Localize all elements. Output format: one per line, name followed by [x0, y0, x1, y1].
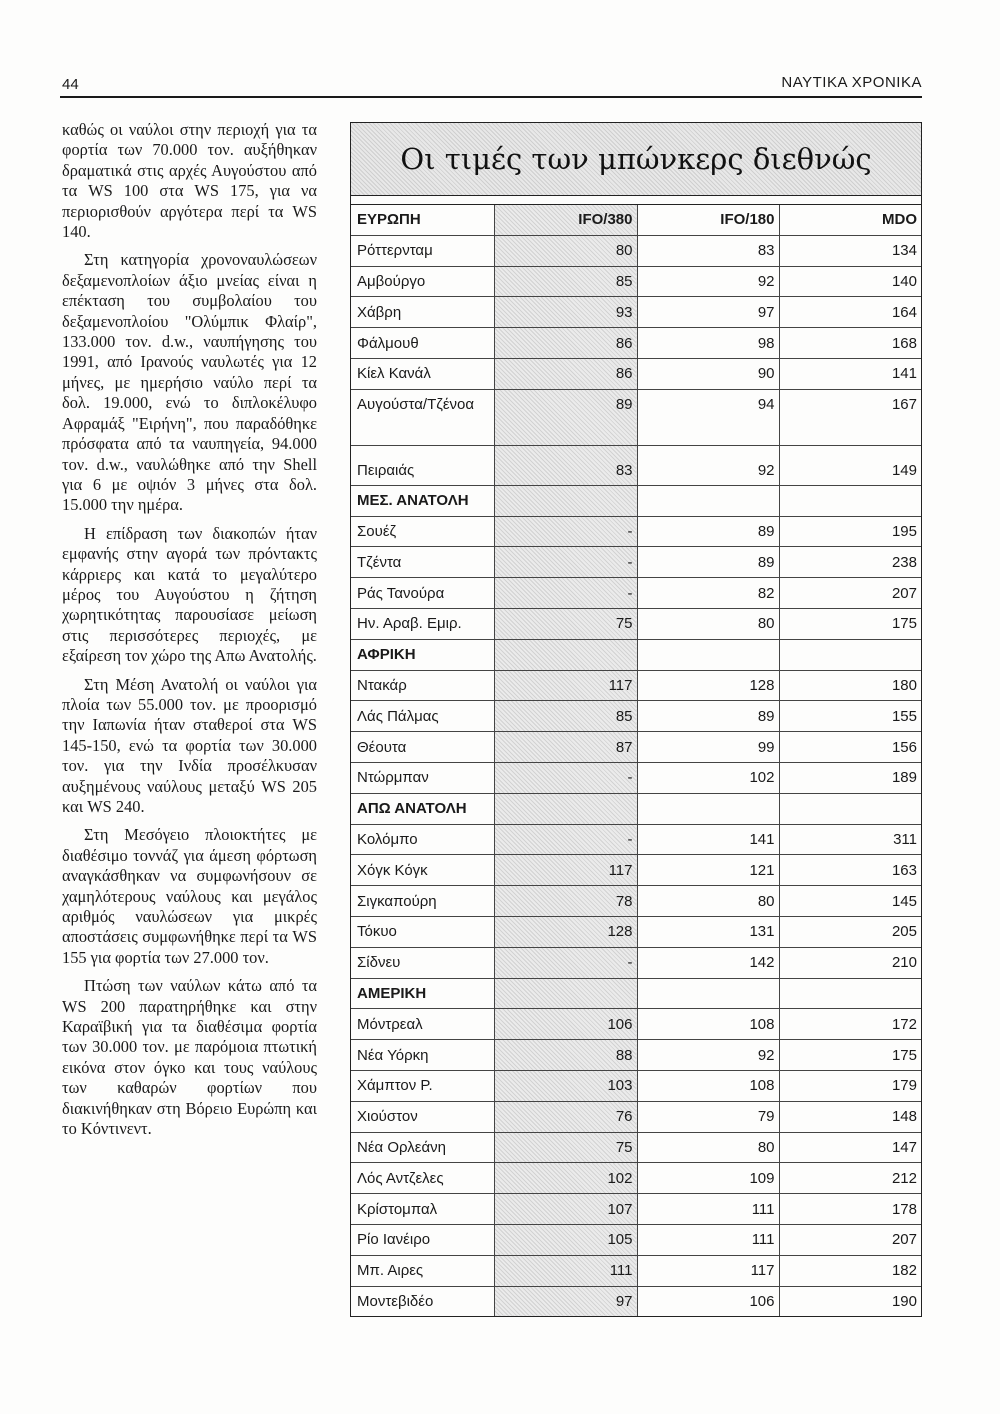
- table-row: [351, 1009, 921, 1040]
- ifo380-cell: 103: [494, 1070, 637, 1101]
- article-paragraph: Στη Μέση Ανατολή οι ναύλοι για πλοία των 55.000 τον. με προορισμό την Ιαπωνία ήταν σταθεροί στα WS 145-150, ενώ τα φορτία των 30.000 τον. για την Ινδία προσέλκυσαν αυξημένους ναύλους μεταξύ WS 205 και WS 240.: [62, 674, 317, 816]
- mdo-cell: 148: [779, 1101, 921, 1132]
- port-name-cell: Κρίστομπαλ: [351, 1194, 494, 1225]
- mdo-cell: 163: [779, 855, 921, 886]
- ifo180-cell: 80: [637, 886, 779, 917]
- port-name-cell: Χιούστον: [351, 1101, 494, 1132]
- ifo180-cell: 90: [637, 358, 779, 389]
- mdo-cell: 205: [779, 916, 921, 947]
- mdo-cell: 207: [779, 1224, 921, 1255]
- mdo-cell: 156: [779, 732, 921, 763]
- port-name-cell: Πειραιάς: [351, 445, 494, 485]
- empty-cell: [637, 978, 779, 1009]
- mdo-cell: 207: [779, 578, 921, 609]
- ifo180-cell: 109: [637, 1163, 779, 1194]
- column-header-ifo380: IFO/380: [494, 205, 637, 235]
- table-row: [351, 297, 921, 328]
- ifo380-cell: -: [494, 578, 637, 609]
- ifo380-cell: 76: [494, 1101, 637, 1132]
- table-row: [351, 1101, 921, 1132]
- ifo180-cell: 102: [637, 762, 779, 793]
- ifo380-cell: 117: [494, 855, 637, 886]
- table-row: [351, 578, 921, 609]
- ifo380-cell: 117: [494, 670, 637, 701]
- table-row: [351, 328, 921, 359]
- bunker-prices-table: [351, 205, 921, 1316]
- mdo-cell: 179: [779, 1070, 921, 1101]
- table-row: [351, 445, 921, 485]
- ifo180-cell: 92: [637, 266, 779, 297]
- table-row: [351, 1040, 921, 1071]
- table-row: [351, 1224, 921, 1255]
- mdo-cell: 172: [779, 1009, 921, 1040]
- ifo180-cell: 108: [637, 1070, 779, 1101]
- empty-cell: [779, 793, 921, 824]
- table-body: [351, 235, 921, 1316]
- table-row: [351, 1163, 921, 1194]
- mdo-cell: 141: [779, 358, 921, 389]
- mdo-cell: 311: [779, 824, 921, 855]
- table-row: [351, 235, 921, 266]
- port-name-cell: Σουέζ: [351, 516, 494, 547]
- ifo380-cell: -: [494, 547, 637, 578]
- ifo180-cell: 141: [637, 824, 779, 855]
- port-name-cell: Νέα Ορλεάνη: [351, 1132, 494, 1163]
- port-name-cell: Ντακάρ: [351, 670, 494, 701]
- table-row: [351, 670, 921, 701]
- ifo380-cell: 87: [494, 732, 637, 763]
- table-header-row: [351, 205, 921, 235]
- section-label: ΜΕΣ. ΑΝΑΤΟΛΗ: [351, 485, 494, 516]
- table-row: [351, 266, 921, 297]
- ifo380-cell: 88: [494, 1040, 637, 1071]
- ifo180-cell: 80: [637, 1132, 779, 1163]
- title-gap: [351, 196, 921, 205]
- ifo180-cell: 79: [637, 1101, 779, 1132]
- table-row: [351, 389, 921, 445]
- port-name-cell: Ντώρμπαν: [351, 762, 494, 793]
- article-paragraph: καθώς οι ναύλοι στην περιοχή για τα φορτία των 70.000 τον. αυξήθηκαν δραματικά στις αρχές Αυγούστου από τα WS 100 στα WS 175, για να περιορισθούν αργότερα περί τα WS 140.: [62, 120, 317, 242]
- ifo380-cell: 111: [494, 1255, 637, 1286]
- ifo180-cell: 142: [637, 947, 779, 978]
- ifo180-cell: 117: [637, 1255, 779, 1286]
- ifo380-cell: 75: [494, 1132, 637, 1163]
- port-name-cell: Χάβρη: [351, 297, 494, 328]
- table-row: [351, 701, 921, 732]
- ifo380-cell: 86: [494, 358, 637, 389]
- ifo180-cell: 92: [637, 445, 779, 485]
- port-name-cell: Θέουτα: [351, 732, 494, 763]
- port-name-cell: Ρίο Ιανέιρο: [351, 1224, 494, 1255]
- port-name-cell: Ην. Αραβ. Εμιρ.: [351, 608, 494, 639]
- mdo-cell: 168: [779, 328, 921, 359]
- mdo-cell: 182: [779, 1255, 921, 1286]
- ifo380-cell: 75: [494, 608, 637, 639]
- ifo180-cell: 121: [637, 855, 779, 886]
- mdo-cell: 155: [779, 701, 921, 732]
- header-rule: [60, 96, 922, 98]
- port-name-cell: Κίελ Κανάλ: [351, 358, 494, 389]
- ifo380-cell: 105: [494, 1224, 637, 1255]
- mdo-cell: 175: [779, 1040, 921, 1071]
- page-number: 44: [62, 76, 79, 93]
- mdo-cell: 238: [779, 547, 921, 578]
- ifo180-cell: 94: [637, 389, 779, 445]
- ifo380-cell: 107: [494, 1194, 637, 1225]
- table-section-row: [351, 793, 921, 824]
- empty-cell: [779, 639, 921, 670]
- port-name-cell: Κολόμπο: [351, 824, 494, 855]
- ifo180-cell: 128: [637, 670, 779, 701]
- table-row: [351, 1070, 921, 1101]
- article-paragraph: Στη Μεσόγειο πλοιοκτήτες με διαθέσιμο τοννάζ για άμεση φόρτωση αναγκάσθηκαν να συμφωνήσουν σε χαμηλότερους ναύλους και μεγάλος αριθμός ναυλώσεων για μικρές αποστάσεις συμφωνήθηκε περί τα WS 155 για φορτία των 27.000 τον.: [62, 825, 317, 967]
- mdo-cell: 164: [779, 297, 921, 328]
- ifo380-cell: 83: [494, 445, 637, 485]
- mdo-cell: 190: [779, 1286, 921, 1316]
- table-row: [351, 516, 921, 547]
- table-row: [351, 824, 921, 855]
- table-row: [351, 1194, 921, 1225]
- ifo180-cell: 111: [637, 1224, 779, 1255]
- port-name-cell: Σιγκαπούρη: [351, 886, 494, 917]
- empty-cell: [637, 639, 779, 670]
- column-header-ifo180: IFO/180: [637, 205, 779, 235]
- ifo380-cell: 80: [494, 235, 637, 266]
- port-name-cell: Σίδνευ: [351, 947, 494, 978]
- ifo180-cell: 89: [637, 516, 779, 547]
- port-name-cell: Λάς Πάλμας: [351, 701, 494, 732]
- port-name-cell: Αυγούστα/Τζένοα: [351, 389, 494, 445]
- port-name-cell: Χόγκ Κόγκ: [351, 855, 494, 886]
- table-title-banner: [351, 123, 921, 196]
- empty-cell: [494, 485, 637, 516]
- ifo380-cell: -: [494, 824, 637, 855]
- table-row: [351, 732, 921, 763]
- table-title: Οι τιμές των μπώνκερς διεθνώς: [400, 142, 872, 176]
- port-name-cell: Μόντρεαλ: [351, 1009, 494, 1040]
- port-name-cell: Μοντεβιδέο: [357, 1292, 434, 1310]
- article-paragraph: Πτώση των ναύλων κάτω από τα WS 200 παρατηρήθηκε και στην Καραϊβική για τα διαθέσιμα φορτία των 30.000 τον. με παρόμοια πτωτική εικόνα στον όγκο και τους ναύλους των καθαρών φορτίων που διακινήθηκαν στη Βόρειο Ευρώπη και το Κόντινεντ.: [62, 976, 317, 1139]
- article-paragraph: Στη κατηγορία χρονοναυλώσεων δεξαμενοπλοίων άξιο μνείας είναι η επέκταση του συμβολαίου του δεξαμενοπλοίου "Ολύμπικ Φλαίρ", 133.000 τον. d.w., ναυπήγησης του 1991, από Ιρανούς ναυλωτές για 12 μήνες, με ημερήσιο ναύλο περί τα δολ. 19.000, ενώ το διπλοκέλυφο Αφραμάξ "Ειρήνη", που παραδόθηκε πρόσφατα από τα ναυπηγεία, 94.000 τον. d.w., ναυλώθηκε από την Shell για 6 με οψιόν 3 μήνες στα δολ. 15.000 την ημέρα.: [62, 250, 317, 515]
- mdo-cell: 149: [779, 445, 921, 485]
- port-name-cell: Αμβούργο: [351, 266, 494, 297]
- table-section-row: [351, 978, 921, 1009]
- ifo180-cell: 106: [637, 1286, 779, 1316]
- mdo-cell: 189: [779, 762, 921, 793]
- table-row: [351, 358, 921, 389]
- table-row: [351, 547, 921, 578]
- port-name-cell: Τόκυο: [351, 916, 494, 947]
- mdo-cell: 140: [779, 266, 921, 297]
- port-name-cell: Λός Αντζελες: [351, 1163, 494, 1194]
- port-name-cell: Ράς Τανούρα: [351, 578, 494, 609]
- ifo380-cell: 128: [494, 916, 637, 947]
- column-header-mdo: MDO: [779, 205, 921, 235]
- mdo-cell: 195: [779, 516, 921, 547]
- ifo380-cell: 93: [494, 297, 637, 328]
- mdo-cell: 178: [779, 1194, 921, 1225]
- empty-cell: [494, 639, 637, 670]
- mdo-cell: 175: [779, 608, 921, 639]
- empty-cell: [637, 485, 779, 516]
- ifo380-cell: 97: [494, 1286, 637, 1316]
- article-column: [62, 120, 317, 1148]
- port-name-cell: Νέα Υόρκη: [351, 1040, 494, 1071]
- mdo-cell: 212: [779, 1163, 921, 1194]
- port-name-cell: Μπ. Αιρες: [351, 1255, 494, 1286]
- ifo180-cell: 98: [637, 328, 779, 359]
- ifo380-cell: -: [494, 516, 637, 547]
- table-row: [351, 1132, 921, 1163]
- ifo380-cell: 86: [494, 328, 637, 359]
- article-paragraph: Η επίδραση των διακοπών ήταν εμφανής στην αγορά των πρόντακτς κάρριερς και κατά το μεγαλύτερο μέρος του Αυγούστου η ζήτηση χωρητικότητας παρουσίασε μείωση στις περισσότερες περιοχές, με εξαίρεση τον χώρο της Απω Ανατολής.: [62, 523, 317, 666]
- table-row: [351, 1286, 921, 1316]
- empty-cell: [494, 793, 637, 824]
- ifo180-cell: 89: [637, 547, 779, 578]
- port-name-cell: Χάμπτον Ρ.: [351, 1070, 494, 1101]
- ifo380-cell: -: [494, 947, 637, 978]
- ifo380-cell: -: [494, 762, 637, 793]
- empty-cell: [779, 978, 921, 1009]
- table-row: [351, 1255, 921, 1286]
- ifo180-cell: 111: [637, 1194, 779, 1225]
- ifo380-cell: 89: [494, 389, 637, 445]
- mdo-cell: 145: [779, 886, 921, 917]
- ifo180-cell: 80: [637, 608, 779, 639]
- section-label: ΑΦΡΙΚΗ: [351, 639, 494, 670]
- empty-cell: [779, 485, 921, 516]
- port-name-cell: Τζέντα: [351, 547, 494, 578]
- ifo380-cell: 102: [494, 1163, 637, 1194]
- port-name-cell: Ρόττερνταμ: [351, 235, 494, 266]
- empty-cell: [637, 793, 779, 824]
- table-section-row: [351, 485, 921, 516]
- section-label: ΑΠΩ ΑΝΑΤΟΛΗ: [351, 793, 494, 824]
- table-row: [351, 608, 921, 639]
- mdo-cell: 134: [779, 235, 921, 266]
- table-row: [351, 947, 921, 978]
- table-row: [351, 762, 921, 793]
- ifo180-cell: 89: [637, 701, 779, 732]
- ifo380-cell: 78: [494, 886, 637, 917]
- empty-cell: [494, 978, 637, 1009]
- mdo-cell: 180: [779, 670, 921, 701]
- mdo-cell: 147: [779, 1132, 921, 1163]
- ifo180-cell: 108: [637, 1009, 779, 1040]
- port-name-cell: Φάλμουθ: [351, 328, 494, 359]
- section-label: ΑΜΕΡΙΚΗ: [351, 978, 494, 1009]
- ifo380-cell: 85: [494, 266, 637, 297]
- running-head: ΝΑΥΤΙΚΑ ΧΡΟΝΙΚΑ: [781, 74, 922, 91]
- ifo380-cell: 106: [494, 1009, 637, 1040]
- ifo380-cell: 85: [494, 701, 637, 732]
- ifo180-cell: 131: [637, 916, 779, 947]
- column-header-region: ΕΥΡΩΠΗ: [351, 205, 494, 235]
- mdo-cell: 210: [779, 947, 921, 978]
- ifo180-cell: 97: [637, 297, 779, 328]
- ifo180-cell: 99: [637, 732, 779, 763]
- bunker-prices-table-box: [350, 122, 922, 1317]
- table-row: [351, 886, 921, 917]
- table-row: [351, 916, 921, 947]
- ifo180-cell: 82: [637, 578, 779, 609]
- ifo180-cell: 92: [637, 1040, 779, 1071]
- mdo-cell: 167: [779, 389, 921, 445]
- ifo180-cell: 83: [637, 235, 779, 266]
- table-section-row: [351, 639, 921, 670]
- table-row: [351, 855, 921, 886]
